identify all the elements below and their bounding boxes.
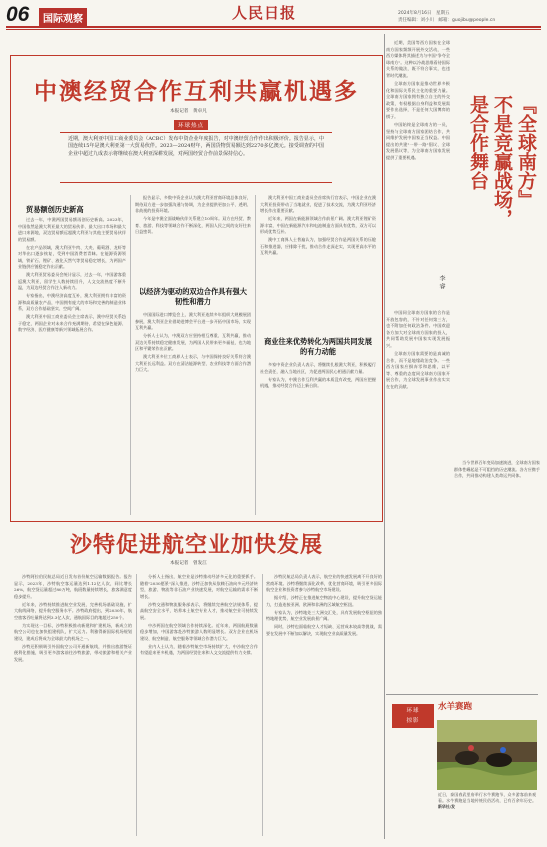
hot-topic-tag: 环球热点 [174, 120, 208, 130]
paragraph: 过去一年，中澳两国贸易额再创历史新高。2023年，中国依然是澳大利亚最大的贸易伙伴、最大出口市场和最大进口来源地，双边贸易额远超澳大利亚与其他主要贸易伙伴的贸易额。 [18, 217, 126, 242]
article-column-2a [135, 195, 251, 283]
photo-tag-bottom: 掠影 [406, 718, 420, 724]
article-byline [170, 108, 207, 114]
paragraph: 沙特阿拉伯民航总局近日发布首份航空运输数据报告。报告显示，2023年，沙特航空客运量达到1.12亿人次，同比增长26%，航空货运量超过80万吨，航班数量持续增长，旅客满意度稳步提升。 [14, 574, 132, 599]
byline-label: 本报记者 [170, 109, 189, 114]
paragraph: 据介绍，沙特正在推进航空物流中心建设，提升航空货运能力，打造连接亚洲、欧洲和非洲的区域航空枢纽。 [266, 595, 382, 607]
date-line: 2024年8月16日 星期五 [398, 11, 450, 16]
commentary-column-bottom [454, 460, 540, 690]
paragraph: 专家认为，中澳合作互利共赢的本质没有改变，两国应把握机遇，推动经贸合作迈上新台阶。 [260, 376, 376, 388]
paragraph: 当今世界百年变局加速演进，全球南方国家群体性崛起是不可阻挡的历史潮流。各方应携手合作，共同推动构建人类命运共同体。 [454, 460, 540, 479]
paragraph: 澳大利亚中国工商业委员会主席表示，澳中经贸关系趋于稳定，两国企业对未来合作充满期待，希望在绿色能源、数字经济、医疗健康等新兴领域拓展合作。 [18, 314, 126, 332]
paragraph: 全球南方国家需要的是真诚的合作，而不是地缘政治竞争。一些西方国家应摒弃零和思维，以平等、尊重的态度同全球南方国家开展合作，为全球发展事业作出实实在在的贡献。 [386, 350, 450, 389]
article-column-3b [260, 362, 376, 517]
paragraph: 报告显示，多数中资企业认为澳大利亚营商环境总体良好，期待双方进一步加强沟通与协调，为企业提供更加公平、透明、非歧视的投资环境。 [135, 195, 251, 213]
paragraph: 近期，美国等西方国家在全球南方国家频频开展外交活动，一些西方媒体将其描述为与中国"争夺全球南方"。这种以冷战思维看待国际关系的做法，既不符合事实，也违背时代潮流。 [386, 40, 450, 78]
subhead-2: 以经济为驱动的双边合作具有强大韧性和潜力 [139, 287, 247, 306]
buffalo-race-image [437, 720, 537, 790]
headline-line-3: 是合作舞台 [467, 95, 489, 190]
commentary-headline [452, 95, 542, 455]
article-title: 中澳经贸合作互利共赢机遇多 [34, 78, 359, 105]
photo-tag [392, 704, 434, 728]
paragraph: 同时，沙特也面临航空人才短缺、运营成本较高等挑战，需要在发展中不断加以解决，实现航空业高质量发展。 [266, 624, 382, 636]
article2-column-2 [140, 574, 258, 836]
commentary-author: 李 睿 [438, 275, 445, 290]
paragraph: 多家中资企业负责人表示，将继续扎根澳大利亚，积极履行社会责任，融入当地社区，为促进两国民心相通贡献力量。 [260, 362, 376, 374]
commentary-divider [384, 34, 385, 839]
caption-text: 近日，泰国春武里府举行水牛赛跑节，众多游客前来观看。水牛赛跑是当地传统民俗活动，已有百余年历史。 [438, 792, 536, 803]
page-number: 06 [6, 3, 30, 26]
section-label: 国际观察 [39, 8, 87, 27]
photo-caption [438, 792, 536, 810]
column-divider [255, 195, 256, 515]
header-rule [6, 26, 541, 28]
article2-byline [170, 560, 207, 566]
photo-title: 水羊赛跑 [438, 702, 473, 712]
article2-column-1 [14, 574, 132, 836]
article2-title: 沙特促进航空业加快发展 [69, 532, 323, 558]
photo-credit: 新华社/发 [438, 804, 455, 809]
paragraph: 专家指出，中澳经济高度互补，澳大利亚拥有丰富的资源和高质量农产品，中国拥有庞大的市场和完善的制造业体系，双方合作基础坚实、空间广阔。 [18, 293, 126, 311]
paragraph: 分析人士认为，中澳双方应坚持相互尊重、互利共赢，推动双边关系持续稳定健康发展，为两国人民带来更多福祉，也为地区和平繁荣作出贡献。 [135, 333, 251, 351]
paragraph: 澳大利亚中国工商业委员会首席执行官表示，中国企业在澳大利亚投资带动了当地就业，促进了技术交流，为澳大利亚经济增长作出重要贡献。 [260, 195, 376, 213]
column-divider [262, 574, 263, 836]
paragraph: 澳中工商界人士普遍认为，加强经贸合作是两国关系的压舱石和推进器，应排除干扰，推动合作走深走实，实现更高水平的互利共赢。 [260, 237, 376, 255]
column-divider [136, 574, 137, 836]
paragraph: 中国同全球南方国家的合作是开放包容的，不针对任何第三方，也不附加任何政治条件。中国欢迎各方加大对全球南方国家的投入，共同帮助发展中国家实现发展振兴。 [386, 310, 450, 348]
article-column-3a [260, 195, 376, 333]
article-lead: 近期，澳大利亚中国工商业委员会（ACBC）发布中资企业年度报告，对中澳经贸合作作出积极评价。报告显示，中国连续15年是澳大利亚第一大贸易伙伴。2023—2024财年，两国货物贸易额达到2270多亿澳元。接受调查的中国企业中超过九成表示将继续在澳大利亚深耕发展，对两国经贸合作前景保持信心。 [68, 136, 324, 157]
paragraph: 中沙两国在航空领域合作持续深化。近年来，两国航班数量稳步增加，中国游客赴沙特旅游人数明显增长。双方企业在机场建设、航空制造、航空服务等领域合作潜力巨大。 [140, 622, 258, 641]
article-column-1 [18, 217, 126, 517]
paragraph: 近年来，两国在新能源领域合作前景广阔。澳大利亚锂矿资源丰富，中国在新能源汽车和电池制造方面具有优势，双方可以形成优势互补。 [260, 216, 376, 234]
photo-rule [386, 694, 538, 695]
headline-line-2: 不是竞赢战场， [491, 95, 513, 228]
paragraph: 在农产品领域，澳大利亚牛肉、大麦、葡萄酒、龙虾等对华出口逐步恢复，受到中国消费者青睐。在能源资源领域，铁矿石、锂矿、液化天然气等贸易稳定增长，为两国产业链供应链稳定作出贡献。 [18, 244, 126, 269]
paragraph: 业内人士认为，随着沙特航空市场持续扩大，中沙航空合作有望迎来更多机遇，为两国经贸往来和人文交流提供有力支撑。 [140, 643, 258, 655]
paragraph: 近年来，沙特持续推进航空业发展，完善机场基础设施，扩大航线网络，提升航空服务水平。沙特政府提出，到2030年，航空旅客吞吐量将达到3.3亿人次，通航国际目的地超过250个。 [14, 601, 132, 620]
lead-rule-top [60, 132, 332, 133]
header-rule-thin [6, 29, 541, 30]
subhead-1: 贸易额创历史新高 [26, 205, 84, 214]
commentary-column-top [386, 40, 450, 300]
editor-line: 责任编辑：刘小川 邮箱：guojibu@people.cn [398, 18, 496, 23]
commentary-column-middle [386, 310, 450, 690]
byline-name: 黄卓凡 [193, 109, 207, 114]
column-divider [130, 195, 131, 515]
lead-rule-bottom [60, 182, 332, 183]
paragraph: 沙特民航总局负责人表示，航空业的快速发展离不开良好的营商环境。沙特将继续深化改革，优化营商环境，吸引更多国际航空企业和投资者参与沙特航空市场建设。 [266, 574, 382, 592]
paragraph: 中国始终是全球南方的一员，坚持与全球南方国家团结合作，共同维护发展中国家正当权益。中国提出的共建"一带一路"倡议、全球发展倡议等，为全球南方国家发展提供了重要机遇。 [386, 121, 450, 160]
paragraph: 澳大利亚贸易委员会统计显示，过去一年，中国游客重返澳大利亚，留学生人数持续回升，人文交流热度不断升温，为双边经贸合作注入新动力。 [18, 272, 126, 290]
paragraph: 全球南方国家是推动世界多极化和国际关系民主化的重要力量。全球南方国家拥有独立自主的外交政策，有权根据自身利益和发展需要作出选择，不是任何大国博弈的棋子。 [386, 80, 450, 119]
paragraph: 沙特交通和物流服务部表示，将继续完善航空法规体系，提高航空安全水平，培养本土航空专业人才，推动航空业可持续发展。 [140, 601, 258, 620]
paragraph: 澳大利亚多位工商界人士表示，与中国保持良好关系符合澳大利亚长远利益。双方在清洁能源转型、农业科技等方面合作潜力巨大。 [135, 354, 251, 372]
article-column-2b [135, 312, 251, 517]
masthead-logo: 人民日报 [232, 4, 297, 22]
paragraph: 分析人士指出，航空业是沙特推动经济多元化的重要抓手。随着"2030愿景"深入推进，沙特正加快从依赖石油向多元经济转型，旅游、物流等非石油产业快速发展，对航空运输的需求不断增长。 [140, 574, 258, 599]
article2-column-3 [266, 574, 382, 836]
byline-name: 曾发江 [193, 561, 207, 566]
paragraph: 专家认为，沙特地处三大洲交汇处，具有发展航空枢纽的独特地理优势，航空业发展前景广阔。 [266, 609, 382, 621]
headline-line-1: 『全球南方』 [515, 95, 537, 209]
byline-label: 本报记者 [170, 561, 189, 566]
race-photo [437, 720, 537, 790]
subhead-3: 商业往来优势转化为两国共同发展的有力动能 [264, 337, 372, 356]
photo-tag-top: 环球 [406, 708, 420, 714]
paragraph: 今年是中澳全面战略伙伴关系建立10周年。双方在经贸、教育、旅游、科技等领域合作不断深化，两国人民之间的友好往来日益密切。 [135, 216, 251, 234]
paragraph: 沙特还积极吸引外国航空公司开通新航线，并推出旅游签证便利化措施，吸引更多游客前往沙特旅游，带动旅游和相关产业发展。 [14, 643, 132, 662]
paragraph: 中国国际进口博览会上，澳大利亚连续多年组织大规模展团参展，澳大利亚企业借助进博会平台进一步开拓中国市场，实现互利共赢。 [135, 312, 251, 330]
paragraph: 为实现这一目标，沙特积极推动新建和扩建机场，新成立的航空公司也在加快组建机队，扩大运力。利雅得新国际机场规划建设，建成后将成为全球最大的机场之一。 [14, 622, 132, 641]
